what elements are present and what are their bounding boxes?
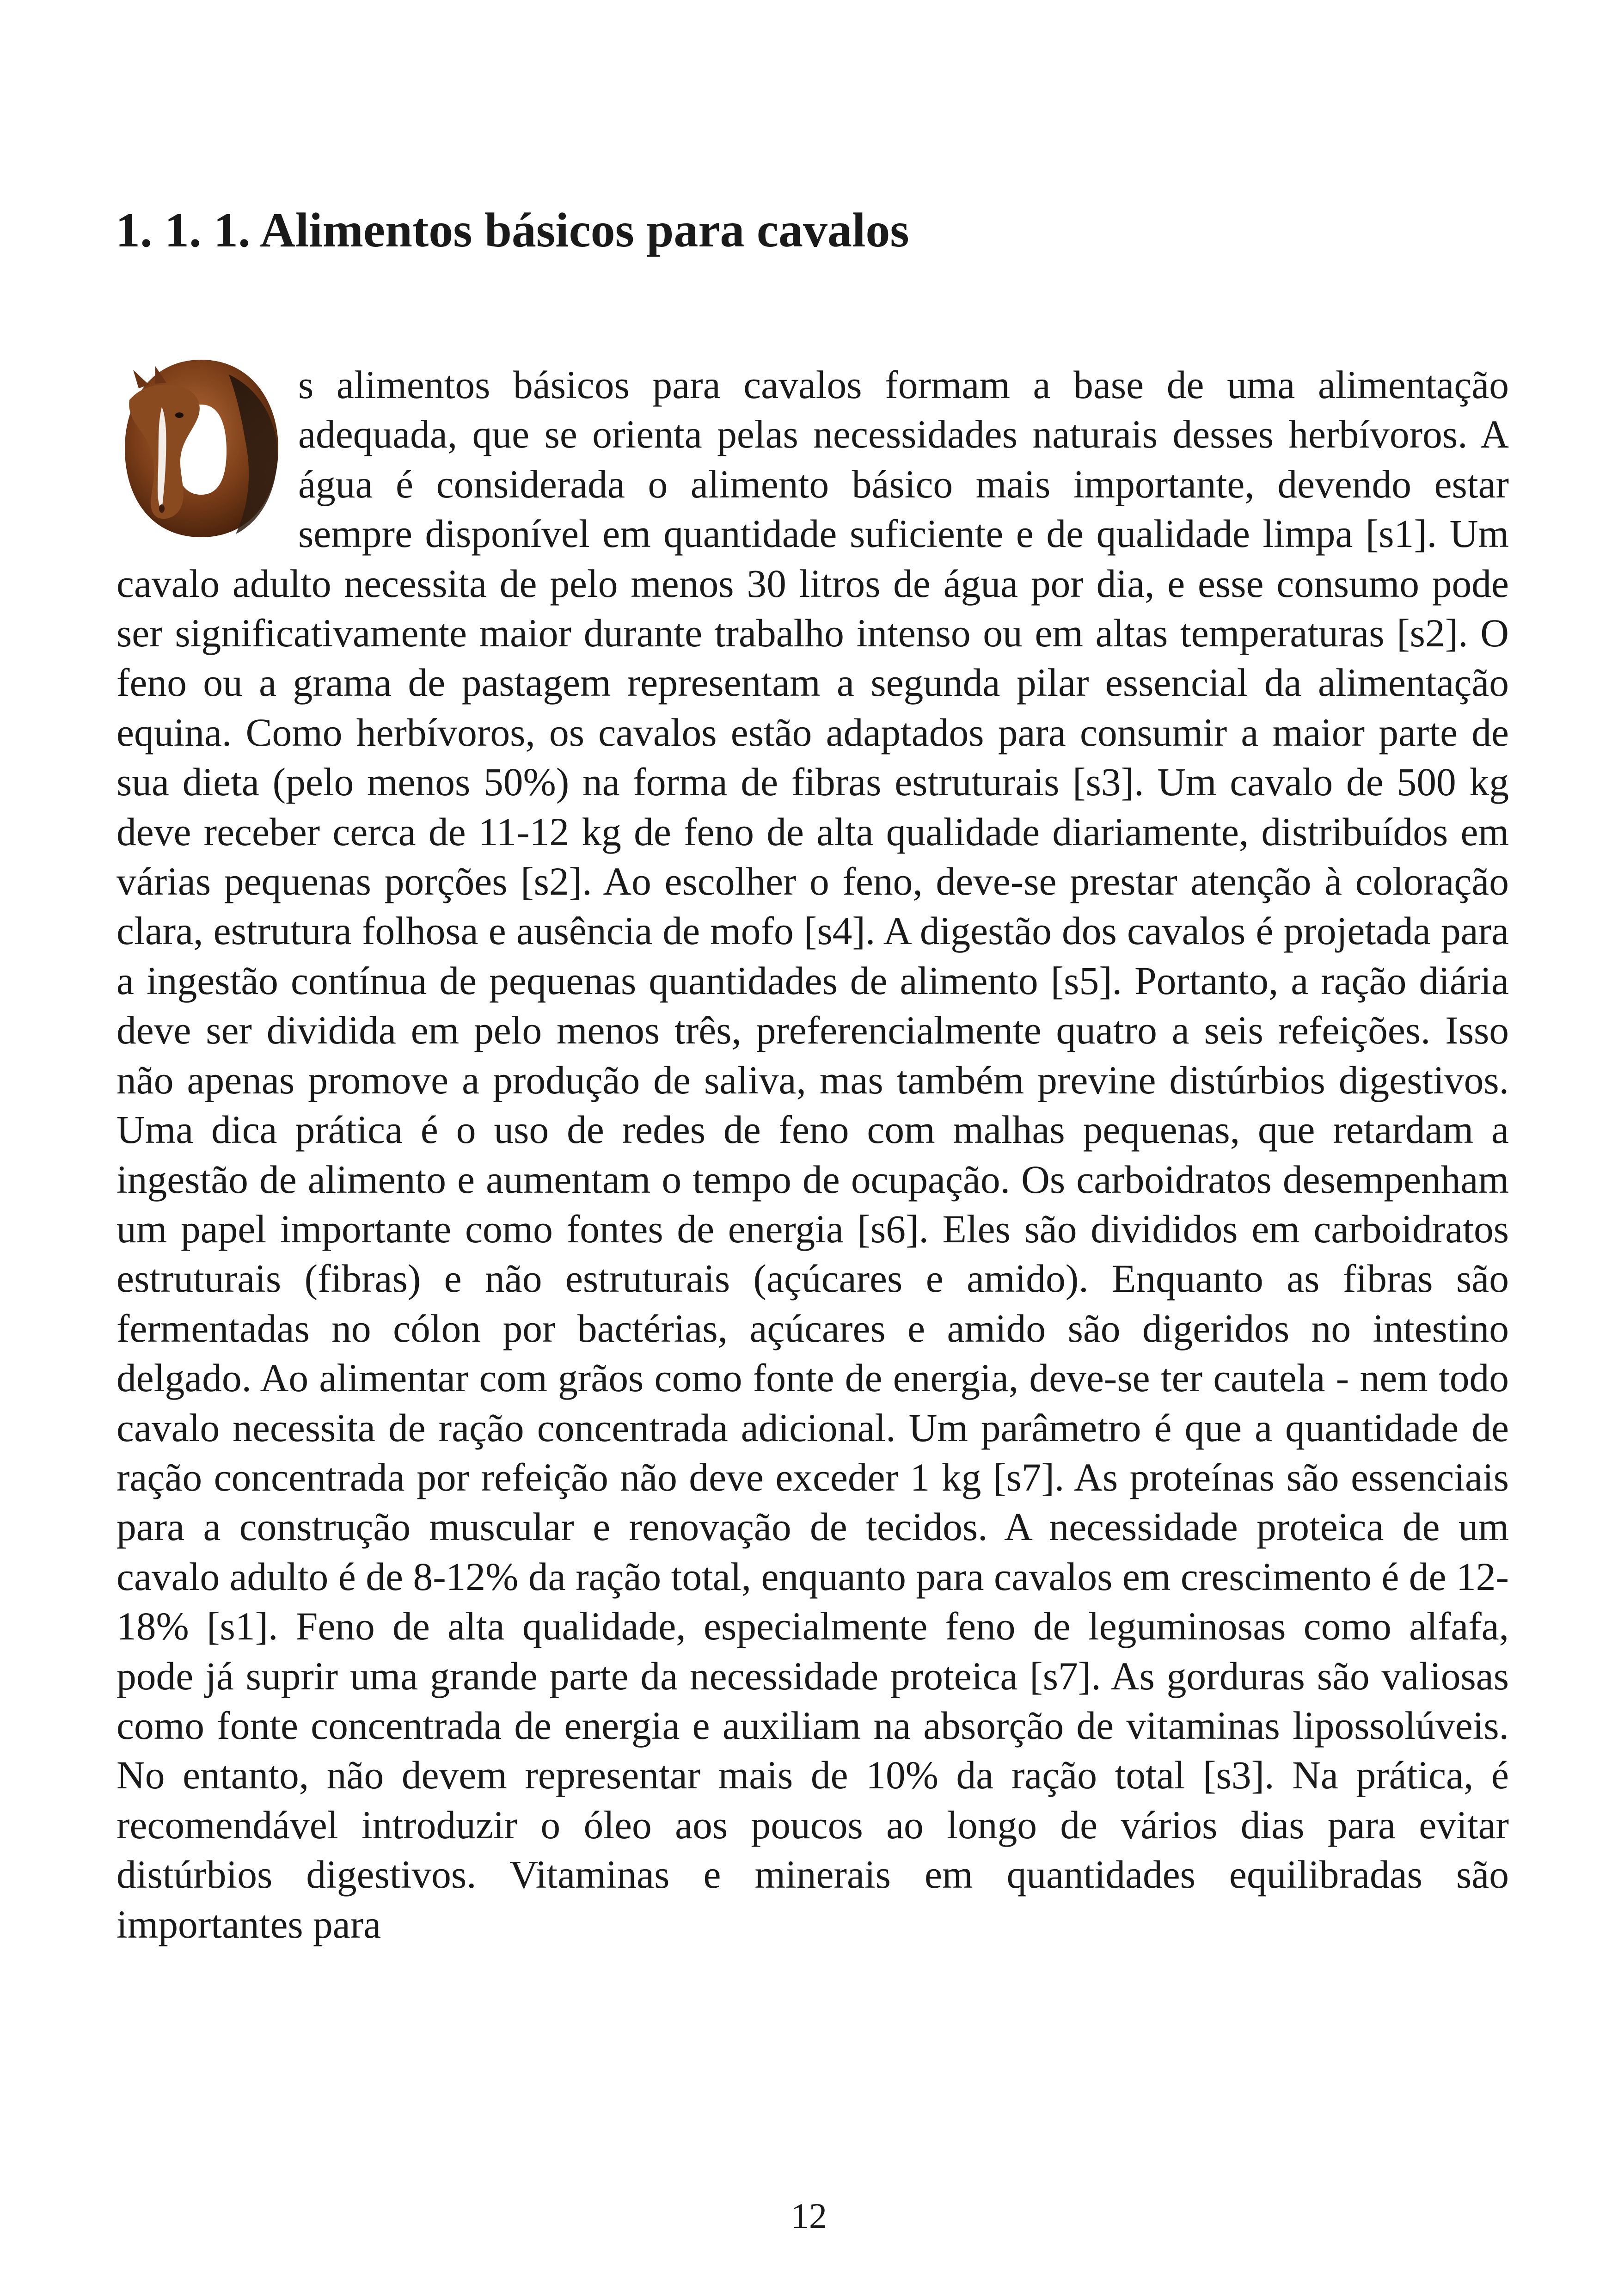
page-number: 12 (791, 2196, 827, 2236)
drop-cap-spacer (116, 361, 298, 551)
body-paragraph (116, 361, 1509, 1950)
paragraph-text: s alimentos básicos para cavalos formam a base de uma alimentação adequada, que se orienta pelas necessidades naturais desses herbívoros. A água é considerada o alimento básico mais importante, devendo estar sempre disponível em quantidade suficiente e de qualidade limpa [s1]. Um cavalo adulto necessita de pelo menos 30 litros de água por dia, e esse consumo pode ser significativamente maior durante trabalho intenso ou em altas temperaturas [s2]. O feno ou a grama de pastagem representam a segunda pilar essencial da alimentação equina. Como herbívoros, os cavalos estão adaptados para consumir a maior parte de sua dieta (pelo menos 50%) na forma de fibras estruturais [s3]. Um cavalo de 500 kg deve receber cerca de 11-12 kg de feno de alta qualidade diariamente, distribuídos em várias pequenas porções [s2]. Ao escolher o feno, deve-se prestar atenção à coloração clara, estrutura folhosa e ausência de mofo [s4]. A digestão dos cavalos é projetada para a ingestão contínua de pequenas quantidades de alimento [s5]. Portanto, a ração diária deve ser dividida em pelo menos três, preferencialmente quatro a seis refeições. Isso não apenas promove a produção de saliva, mas também previne distúrbios digestivos. Uma dica prática é o uso de redes de feno com malhas pequenas, que retardam a ingestão de alimento e aumentam o tempo de ocupação. Os carboidratos desempenham um papel importante como fontes de energia [s6]. Eles são divididos em carboidratos estruturais (fibras) e não estruturais (açúcares e amido). Enquanto as fibras são fermentadas no cólon por bactérias, açúcares e amido são digeridos no intestino delgado. Ao alimentar com grãos como fonte de energia, deve-se ter cautela - nem todo cavalo necessita de ração concentrada adicional. Um parâmetro é que a quantidade de ração concentrada por refeição não deve exceder 1 kg [s7]. As proteínas são essenciais para a construção muscular e renovação de tecidos. A necessidade proteica de um cavalo adulto é de 8-12% da ração total, enquanto para cavalos em crescimento é de 12-18% [s1]. Feno de alta qualidade, especialmente feno de leguminosas como alfafa, pode já suprir uma grande parte da necessidade proteica [s7]. As gorduras são valiosas como fonte concentrada de energia e auxiliam na absorção de vitaminas lipossolúveis. No entanto, não devem representar mais de 10% da ração total [s3]. Na prática, é recomendável introduzir o óleo aos poucos ao longo de vários dias para evitar distúrbios digestivos. Vitaminas e minerais em quantidades equilibradas são importantes para (116, 363, 1509, 1946)
section-heading: 1. 1. 1. Alimentos básicos para cavalos (116, 203, 909, 257)
